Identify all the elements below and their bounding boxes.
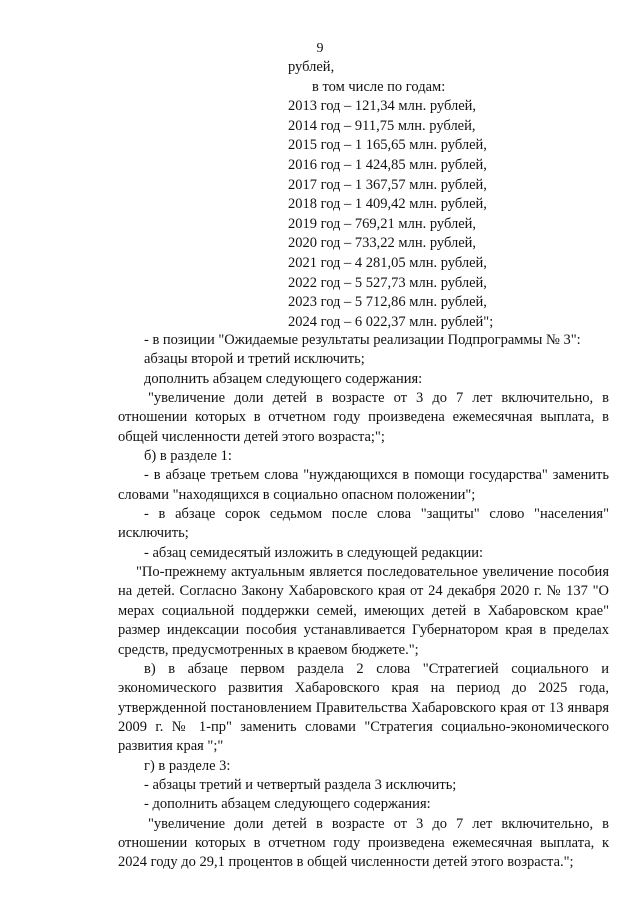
paragraph-add-content-2: - дополнить абзацем следующего содержания: (144, 796, 431, 813)
paragraph-section-1: б) в разделе 1: (144, 448, 232, 465)
paragraph-quote-increase-share: "увеличение доли детей в возрасте от 3 до 7 лет включительно, в отношении которых в отчетном году произведена ежемесячная выплата, в общей численности детей этого возраста;"; (118, 390, 609, 445)
year-line-2021: 2021 год – 4 281,05 млн. рублей, (288, 254, 487, 271)
document-body (118, 331, 609, 873)
year-line-2017: 2017 год – 1 367,57 млн. рублей, (288, 176, 487, 193)
paragraph-quote-2024-target: "увеличение доли детей в возрасте от 3 до 7 лет включительно, в отношении которых в отчетном году произведена ежемесячная выплата, к 2024 году до 29,1 процентов в общей численности детей этого возраста."; (118, 815, 609, 871)
year-line-2016: 2016 год – 1 424,85 млн. рублей, (288, 156, 487, 173)
paragraph-forty-seventh: - в абзаце сорок седьмом после слова "защиты" слово "населения" исключить; (118, 506, 609, 542)
page-number: 9 (316, 41, 324, 56)
paragraph-exclude-second-third: абзацы второй и третий исключить; (144, 351, 365, 368)
year-line-2020: 2020 год – 733,22 млн. рублей, (288, 235, 477, 252)
paragraph-section-2-strategy: в) в абзаце первом раздела 2 слова "Стратегией социального и экономического развития Хабаровского края на период до 2025 года, утвержденной постановлением Правительства Хабаровского края от 13 января 2009 г. № 1-пр" заменить словами "Стратегия социально-экономического развития края ";" (118, 660, 609, 755)
paragraph-quote-child-allowance: "По-прежнему актуальным является последовательное увеличение пособия на детей. Согласно Закону Хабаровского края от 24 декабря 2020 г. № 137 "О мерах социальной поддержки семей, имеющих детей в Хабаровском крае" размер индексации пособия устанавливается Губернатором края в пределах средств, предусмотренных в краевом бюджете."; (118, 564, 609, 658)
year-line-2022: 2022 год – 5 527,73 млн. рублей, (288, 274, 487, 291)
paragraph-third-words-replace: - в абзаце третьем слова "нуждающихся в помощи государства" заменить словами "находящихся в социально опасном положении"; (118, 467, 609, 503)
funding-by-years-label: в том числе по годам: (312, 78, 446, 95)
paragraph-exclude-third-fourth: - абзацы третий и четвертый раздела 3 исключить; (144, 776, 457, 793)
funding-intro: рублей, (288, 59, 335, 75)
year-line-2015: 2015 год – 1 165,65 млн. рублей, (288, 137, 487, 154)
year-line-2023: 2023 год – 5 712,86 млн. рублей, (288, 294, 487, 311)
paragraph-seventieth-new-edition: - абзац семидесятый изложить в следующей редакции: (144, 544, 484, 561)
year-line-2014: 2014 год – 911,75 млн. рублей, (288, 117, 476, 134)
year-line-2024: 2024 год – 6 022,37 млн. рублей"; (288, 313, 494, 330)
year-line-2019: 2019 год – 769,21 млн. рублей, (288, 215, 477, 232)
year-line-2018: 2018 год – 1 409,42 млн. рублей, (288, 196, 487, 213)
paragraph-expected-results: - в позиции "Ожидаемые результаты реализации Подпрограммы № 3": (144, 332, 581, 348)
funding-by-year-block (288, 58, 493, 332)
year-line-2013: 2013 год – 121,34 млн. рублей, (288, 98, 477, 115)
paragraph-section-3: г) в разделе 3: (144, 757, 231, 774)
paragraph-add-content: дополнить абзацем следующего содержания: (144, 370, 423, 387)
